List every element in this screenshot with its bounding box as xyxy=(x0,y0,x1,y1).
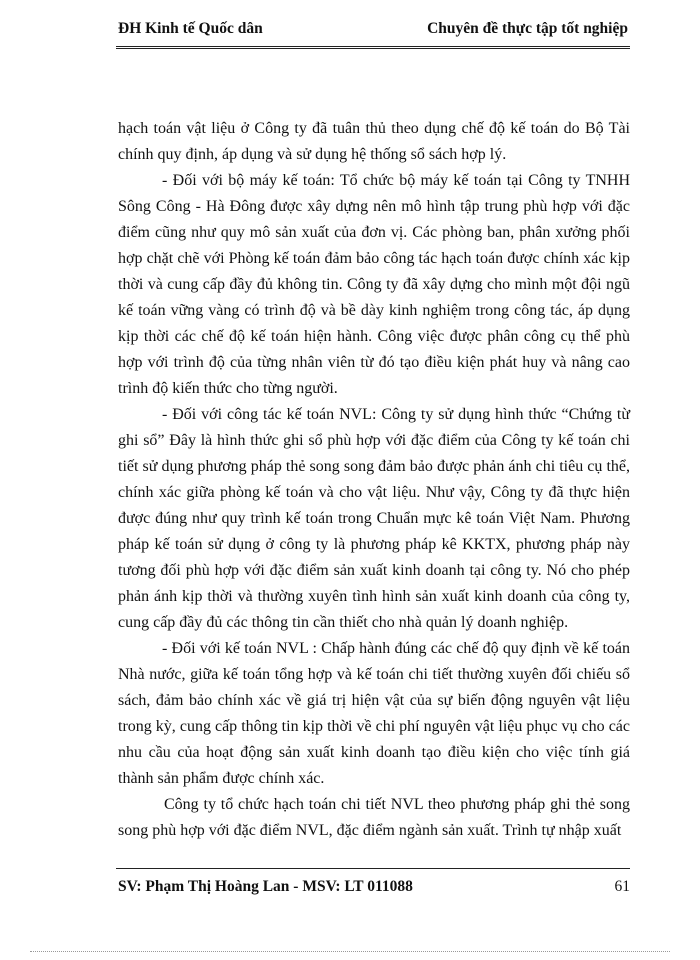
header-report-title: Chuyên đề thực tập tốt nghiệp xyxy=(427,20,628,37)
page-footer xyxy=(118,878,630,902)
page-header xyxy=(118,20,628,46)
page-bottom-border xyxy=(30,951,670,952)
paragraph-2: - Đối với bộ máy kế toán: Tổ chức bộ máy kế toán tại Công ty TNHH Sông Công - Hà Đông được xây dựng nên mô hình tập trung phù hợp với đặc điểm cũng như quy mô sản xuất của đơn vị. Các phòng ban, phân xưởng phối hợp chặt chẽ với Phòng kế toán đảm bảo công tác hạch toán được chính xác kịp thời và cung cấp đầy đủ không tin. Công ty đã xây dựng cho mình một đội ngũ kế toán vững vàng có trình độ và bề dày kinh nghiệm trong công tác, áp dụng kịp thời các chế độ kế toán hiện hành. Công việc được phân công cụ thể phù hợp với trình độ của từng nhân viên từ đó tạo điều kiện phát huy và nâng cao trình độ kiến thức cho từng người. xyxy=(118,172,630,397)
footer-student-info: SV: Phạm Thị Hoàng Lan - MSV: LT 011088 xyxy=(118,878,413,895)
paragraph-4: - Đối với kế toán NVL : Chấp hành đúng các chế độ quy định về kế toán Nhà nước, giữa kế toán tổng hợp và kế toán chi tiết thường xuyên đối chiếu sổ sách, đảm bảo chính xác về giá trị hiện vật của sự biến động nguyên vật liệu trong kỳ, cung cấp thông tin kịp thời về chi phí nguyên vật liệu phục vụ cho các nhu cầu của hoạt động sản xuất kinh doanh tạo điều kiện cho việc tính giá thành sản phẩm được chính xác. xyxy=(118,640,630,787)
paragraph-3: - Đối với công tác kế toán NVL: Công ty sử dụng hình thức “Chứng từ ghi sổ” Đây là hình thức ghi sổ phù hợp với đặc điểm của Công ty kế toán chi tiết sử dụng phương pháp thẻ song song đảm bảo được phản ánh chi tiêu cụ thể, chính xác giữa phòng kế toán và cho vật liệu. Như vậy, Công ty đã thực hiện được đúng như quy trình kế toán trong Chuẩn mực kê toán Việt Nam. Phương pháp kế toán sử dụng ở công ty là phương pháp kê KKTX, phương pháp này tương đối phù hợp với đặc điểm sản xuất kinh doanh tại công ty. Nó cho phép phản ánh kịp thời và thường xuyên tình hình sản xuất kinh doanh của công ty, cung cấp đầy đủ các thông tin cần thiết cho nhà quản lý doanh nghiệp. xyxy=(118,406,630,631)
paragraph-1: hạch toán vật liệu ở Công ty đã tuân thủ theo dụng chế độ kế toán do Bộ Tài chính quy định, áp dụng và sử dụng hệ thống sổ sách hợp lý. xyxy=(118,120,630,163)
body-text xyxy=(118,116,630,844)
footer-divider xyxy=(116,868,630,869)
header-university: ĐH Kinh tế Quốc dân xyxy=(118,20,263,37)
page-number: 61 xyxy=(614,878,630,895)
header-divider xyxy=(116,46,630,49)
paragraph-5: Công ty tổ chức hạch toán chi tiết NVL theo phương pháp ghi thẻ song song phù hợp với đặc điểm NVL, đặc điểm ngành sản xuất. Trình tự nhập xuất xyxy=(118,796,630,839)
